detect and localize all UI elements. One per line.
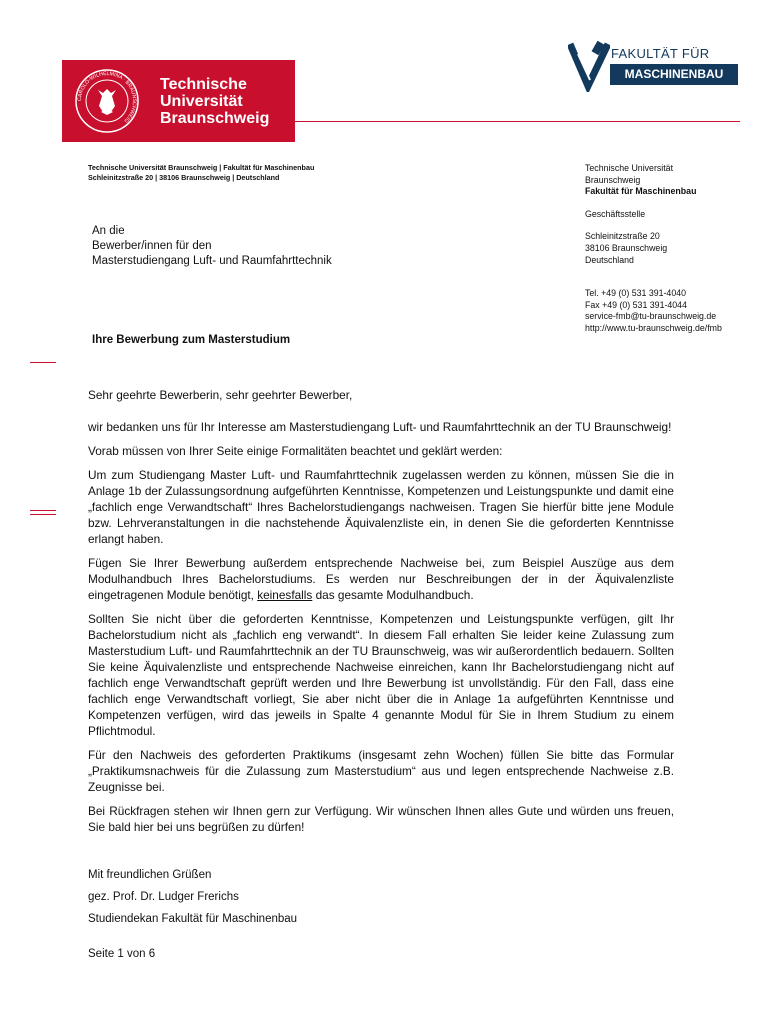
paragraph: Sollten Sie nicht über die geforderten Kenntnisse, Kompetenzen und Leistungspunkte verfügen, gilt Ihr Bachelorstudium nicht als „fachlich eng verwandt“. In diesem Fall erhalten Sie leider keine Zulassung zum Masterstudium Luft- und Raumfahrttechnik an der TU Braunschweig, was wir außerordentlich bedauern. Sollten Sie keine Äquivalenzliste und entsprechende Nachweise einreichen, kann Ihr Bachelorstudiengang nicht auf fachlich enge Verwandtschaft geprüft werden und Ihre Bewerbung ist unvollständig. Für den Fall, dass eine fachlich enge Verwandtschaft vorliegt, Sie aber nicht über die in Anlage 1a aufgeführten Kenntnisse und Kompetenzen verfügen, wird das jeweils in Spalte 4 genannte Modul für Sie in Ihrem Studium zu einem Pflichtmodul.	[88, 612, 674, 738]
page-number: Seite 1 von 6	[88, 948, 156, 960]
sender-info-sidebar: Technische Universität Braunschweig Fakultät für Maschinenbau Geschäftsstelle Schleinitzstraße 20 38106 Braunschweig Deutschland Tel. +49 (0) 531 391-4040 Fax +49 (0) 531 391-4044 service-fmb@tu-braunschweig.de http://www.tu-braunschweig.de/fmb	[585, 163, 722, 333]
paragraph: Vorab müssen von Ihrer Seite einige Formalitäten beachtet und geklärt werden:	[88, 444, 503, 458]
salutation: Sehr geehrte Bewerberin, sehr geehrter Bewerber,	[88, 388, 353, 402]
punch-mark	[30, 510, 56, 511]
signatory: gez. Prof. Dr. Ludger Frerichs	[88, 891, 239, 903]
letter-body	[88, 387, 674, 843]
fmb-line1: FAKULTÄT FÜR	[611, 46, 710, 61]
sender-address-line: Technische Universität Braunschweig | Fakultät für Maschinenbau Schleinitzstraße 20 | 38106 Braunschweig | Deutschland	[88, 163, 315, 182]
paragraph: Um zum Studiengang Master Luft- und Raumfahrttechnik zugelassen werden zu können, müssen Sie die in Anlage 1b der Zulassungsordnung aufgeführten Kenntnisse, Kompetenzen und Leistungspunkte und damit eine „fachlich enge Verwandtschaft“ Ihres Bachelorstudiengangs nachweisen. Tragen Sie hierfür bitte jene Module bzw. Lehrveranstaltungen in die nachstehende Äquivalenzliste ein, in denen Sie die geforderten Kenntnisse erlangt haben.	[88, 468, 674, 546]
phone: Tel. +49 (0) 531 391-4040	[585, 288, 686, 299]
closing-block	[88, 868, 297, 934]
seal-text: CAROLO-WILHELMINA · BRAUNSCHWEIG	[76, 70, 138, 124]
fold-mark	[30, 362, 56, 363]
fakultaet-maschinenbau-logo	[568, 40, 740, 92]
paragraph: wir bedanken uns für Ihr Interesse am Masterstudiengang Luft- und Raumfahrttechnik an der TU Braunschweig!	[88, 420, 672, 434]
faculty-emblem-icon	[568, 40, 610, 92]
signatory-title: Studiendekan Fakultät für Maschinenbau	[88, 913, 298, 925]
paragraph: Bei Rückfragen stehen wir Ihnen gern zur Verfügung. Wir wünschen Ihnen alles Gute und würden uns freuen, Sie bald hier bei uns begrüßen zu dürfen!	[88, 804, 674, 834]
fmb-line2: MASCHINENBAU	[610, 64, 738, 85]
closing-phrase: Mit freundlichen Grüßen	[88, 869, 212, 881]
email-link[interactable]: service-fmb@tu-braunschweig.de	[585, 311, 717, 322]
paragraph: Für den Nachweis des geforderten Praktikums (insgesamt zehn Wochen) füllen Sie bitte das Formular „Praktikumsnachweis für die Zulassung zum Masterstudium“ aus und legen entsprechende Nachweise z.B. Zeugnisse bei.	[88, 748, 674, 794]
underlined-emphasis: keinesfalls	[257, 588, 313, 602]
paragraph: Fügen Sie Ihrer Bewerbung außerdem entsprechende Nachweise bei, zum Beispiel Auszüge aus dem Modulhandbuch Ihres Bachelorstudiums. Es werden nur Beschreibungen der in der Äquivalenzliste eingetragenen Module benötigt, keinesfalls das gesamte Modulhandbuch.	[88, 556, 674, 602]
header-rule	[295, 121, 740, 122]
tu-braunschweig-logo	[62, 60, 295, 142]
university-seal-icon	[74, 68, 140, 134]
office-name: Geschäftsstelle	[585, 208, 646, 219]
faculty-name: Fakultät für Maschinenbau	[585, 186, 697, 197]
punch-mark	[30, 514, 56, 515]
tu-name: Technische Universität Braunschweig	[160, 76, 270, 127]
website-link[interactable]: http://www.tu-braunschweig.de/fmb	[585, 322, 722, 333]
recipient-address: An die Bewerber/innen für den Masterstudiengang Luft- und Raumfahrttechnik	[92, 225, 332, 267]
fax: Fax +49 (0) 531 391-4044	[585, 299, 687, 310]
subject-line: Ihre Bewerbung zum Masterstudium	[92, 334, 291, 346]
